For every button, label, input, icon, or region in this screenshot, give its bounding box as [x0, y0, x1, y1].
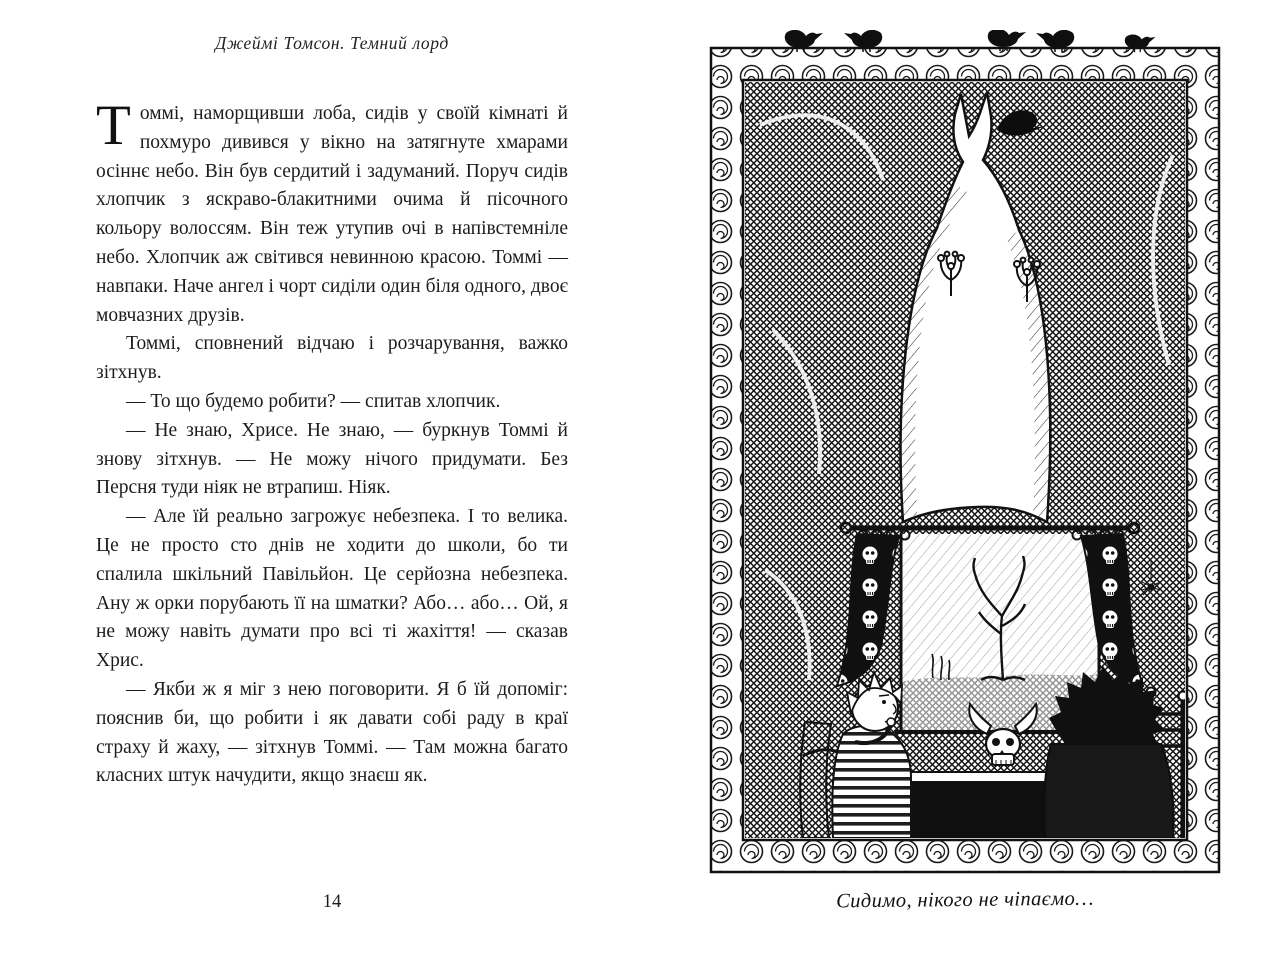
paragraph: — Але їй реально загрожує небезпека. І то велика. Це не просто сто днів не ходити до школи, бо ти спалила шкільний Павільйон. Це серйозна небезпека. Ану ж орки порубають її на шматки? Або… або… Ой, я не можу навіть думати про всі ті жахіття! — сказав Хрис.	[96, 506, 568, 672]
paragraph	[96, 94, 568, 330]
dropcap-letter: Т	[96, 94, 131, 157]
book-illustration	[705, 30, 1225, 880]
page-number: 14	[322, 892, 342, 912]
paragraph: Томмі, сповнений відчаю і розчарування, важко зітхнув.	[96, 333, 568, 384]
paragraph-text: оммі, наморщивши лоба, сидів у своїй кімнаті й похмуро дивився у вікно на затягнуте хмарами осіннє небо. Він був сердитий і задуманий. Поруч сидів хлопчик з яскраво-блакитними очима й пісочного кольору волоссям. Він теж утупив очі в напівстемніле небо. Хлопчик аж світився невинною красою. Томмі — навпаки. Наче ангел і чорт сиділи один біля одного, двоє мовчазних друзів.	[96, 103, 568, 326]
paragraph: — Не знаю, Хрисе. Не знаю, — буркнув Томмі й знову зітхнув. — Не можу нічого придумати. Без Персня туди ніяк не втрапиш. Ніяк.	[96, 419, 568, 499]
running-header: Джеймі Томсон. Темний лорд	[215, 33, 449, 53]
body-text	[96, 94, 568, 791]
paragraph: — То що будемо робити? — спитав хлопчик.	[126, 390, 501, 412]
paragraph: — Якби ж я міг з нею поговорити. Я б їй допоміг: пояснив би, що робити і як давати собі раду в краї страху й жаху, — зітхнув Томмі. — Там можна багато класних штук начудити, якщо знаєш як.	[96, 678, 568, 787]
illustration-caption: Сидимо, нікого не чіпаємо…	[836, 887, 1094, 913]
